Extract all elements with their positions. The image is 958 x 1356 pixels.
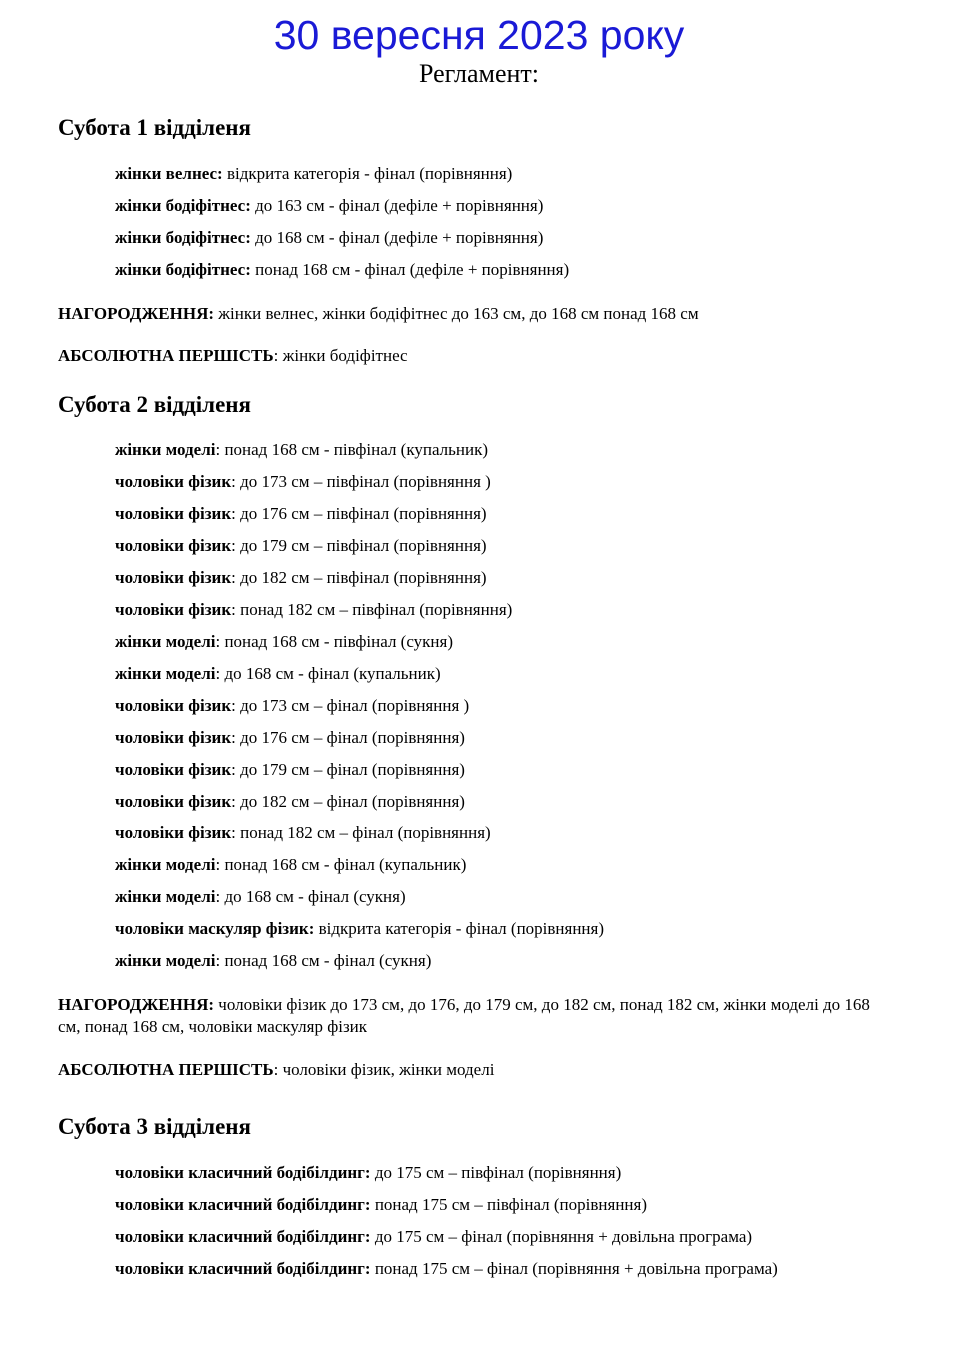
schedule-item: жінки моделі: до 168 см - фінал (сукня) xyxy=(115,887,406,906)
schedule-item: чоловіки фізик: понад 182 см – фінал (порівняння) xyxy=(115,823,491,842)
page-title: 30 вересня 2023 року xyxy=(273,12,685,58)
schedule-item: чоловіки фізик: до 176 см – півфінал (порівняння) xyxy=(115,504,487,523)
schedule-item: чоловіки фізик: понад 182 см – півфінал (порівняння) xyxy=(115,600,513,619)
schedule-item: жінки моделі: понад 168 см - півфінал (купальник) xyxy=(115,440,489,459)
awards-line: НАГОРОДЖЕННЯ: чоловіки фізик до 173 см, до 176, до 179 см, до 182 см, понад 182 см, жінки моделі до 168 см, понад 168 см, чоловіки маскуляр фізик xyxy=(58,995,870,1036)
schedule-item: жінки бодіфітнес: до 163 см - фінал (дефіле + порівняння) xyxy=(115,196,544,215)
schedule-item: жінки моделі: понад 168 см - півфінал (сукня) xyxy=(115,632,454,651)
schedule-item: чоловіки маскуляр фізик: відкрита категорія - фінал (порівняння) xyxy=(115,919,605,938)
schedule-item: чоловіки класичний бодібілдинг: до 175 см – півфінал (порівняння) xyxy=(115,1163,622,1182)
schedule-item: чоловіки фізик: до 182 см – фінал (порівняння) xyxy=(115,792,465,811)
schedule-item: чоловіки фізик: до 179 см – фінал (порівняння) xyxy=(115,760,465,779)
schedule-item: чоловіки фізик: до 173 см – фінал (порівняння ) xyxy=(115,696,470,715)
schedule-item: жінки моделі: понад 168 см - фінал (сукня) xyxy=(115,951,432,970)
awards-line: НАГОРОДЖЕННЯ: жінки велнес, жінки бодіфітнес до 163 см, до 168 см понад 168 см xyxy=(58,304,699,323)
section-heading: Субота 3 відділеня xyxy=(58,1114,251,1139)
absolute-line: АБСОЛЮТНА ПЕРШІСТЬ: жінки бодіфітнес xyxy=(58,346,408,365)
schedule-item: жінки велнес: відкрита категорія - фінал (порівняння) xyxy=(115,164,513,183)
schedule-item: чоловіки класичний бодібілдинг: понад 175 см – фінал (порівняння + довільна програма) xyxy=(115,1259,778,1278)
schedule-item: чоловіки фізик: до 179 см – півфінал (порівняння) xyxy=(115,536,487,555)
section-heading: Субота 2 відділеня xyxy=(58,392,251,417)
section-heading: Субота 1 відділеня xyxy=(58,115,251,140)
schedule-item: жінки моделі: до 168 см - фінал (купальник) xyxy=(115,664,441,683)
absolute-line: АБСОЛЮТНА ПЕРШІСТЬ: чоловіки фізик, жінки моделі xyxy=(58,1060,495,1079)
schedule-item: чоловіки класичний бодібілдинг: до 175 см – фінал (порівняння + довільна програма) xyxy=(115,1227,753,1246)
schedule-item: чоловіки фізик: до 173 см – півфінал (порівняння ) xyxy=(115,472,491,491)
page-subtitle: Регламент: xyxy=(418,59,539,88)
schedule-item: жінки бодіфітнес: до 168 см - фінал (дефіле + порівняння) xyxy=(115,228,544,247)
schedule-item: чоловіки фізик: до 182 см – півфінал (порівняння) xyxy=(115,568,487,587)
schedule-item: чоловіки фізик: до 176 см – фінал (порівняння) xyxy=(115,728,465,747)
schedule-item: чоловіки класичний бодібілдинг: понад 175 см – півфінал (порівняння) xyxy=(115,1195,647,1214)
schedule-item: жінки моделі: понад 168 см - фінал (купальник) xyxy=(115,855,467,874)
schedule-item: жінки бодіфітнес: понад 168 см - фінал (дефіле + порівняння) xyxy=(115,260,570,279)
